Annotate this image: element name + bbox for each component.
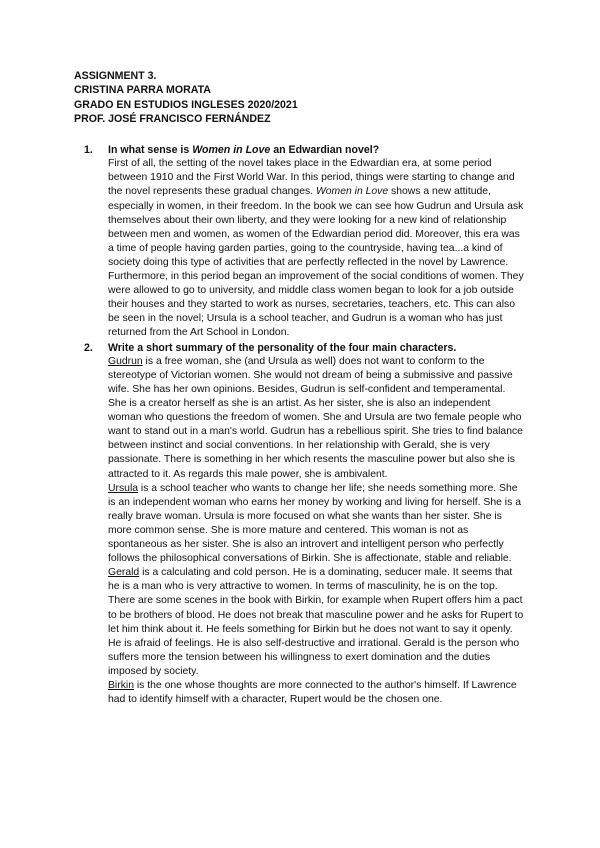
answer-2 [108, 355, 524, 707]
character-birkin [108, 679, 524, 707]
question-title [108, 143, 524, 157]
question-title: Write a short summary of the personality of the four main characters. [108, 341, 457, 354]
answer-text: shows a new attitude, especially in women, in their freedom. In the book we can see how Gudrun and Ursula ask themselves about their own liberty, and they were looking for a new kind of relationship between men and women, as women of the Edwardian period did. Moreover, this era was a time of people having garden parties, going to the countryside, having tea...a kind of society doing this type of activities that are perfectly reflected in the novel by Lawrence. Furthermore, in this period began an improvement of the social conditions of women. They were allowed to go to university, and middle class women began to look for a job outside their houses and they started to work as nurses, secretaries, teachers, etc. This can also be seen in the novel; Ursula is a school teacher, and Gudrun is a woman who has just returned from the Art School in London. [108, 186, 524, 339]
character-gudrun [108, 355, 524, 482]
book-title: Women in Love [315, 186, 389, 198]
student-name: CRISTINA PARRA MORATA [74, 84, 211, 97]
answer-paragraph [108, 157, 524, 340]
assignment-header [74, 69, 298, 126]
character-name: Ursula [108, 482, 139, 494]
professor-line: PROF. JOSÉ FRANCISCO FERNÁNDEZ [74, 112, 271, 125]
questions-list [84, 143, 524, 707]
character-description: is a school teacher who wants to change her life; she needs something more. She is an independent woman who earns her money by working and living for herself. She is a really brave woman. Ursula is more focused on what she wants than her sister. She is more common sense. She is more mature and centered. This woman is not as spontaneous as her sister. She is also an introvert and intelligent person who perfectly follows the philosophical conversations of Birkin. She is affectionate, stable and reliable. [108, 482, 521, 565]
character-gerald [108, 566, 524, 679]
question-title-text: an Edwardian novel? [270, 144, 380, 156]
question-title-text: In what sense is [108, 144, 193, 156]
answer-1 [108, 157, 524, 340]
question-number: 2. [84, 341, 93, 354]
character-description: is a calculating and cold person. He is a dominating, seducer male. It seems that he is a man who is very attractive to women. In terms of masculinity, he is on the top. There are some scenes in the book with Birkin, for example when Rupert offers him a pact to be brothers of blood. He does not break that masculine power and he asks for Rupert to let him think about it. He feels something for Birkin but he does not want to say it openly. He is afraid of feelings. He is also self-destructive and irrational. Gerald is the person who suffers more the tension between his willingness to exert domination and the duties imposed by society. [108, 567, 524, 677]
degree-line: GRADO EN ESTUDIOS INGLESES 2020/2021 [74, 98, 298, 111]
character-name: Gerald [108, 567, 140, 579]
answer-text: First of all, the setting of the novel takes place in the Edwardian era, at some period between 1910 and the First World War. In this period, things were starting to change and the novel represents these gradual changes. [108, 158, 515, 198]
question-number: 1. [84, 144, 93, 156]
book-title: Women in Love [192, 144, 271, 156]
assignment-title: ASSIGNMENT 3. [74, 70, 157, 82]
question-1 [84, 143, 524, 341]
character-description: is the one whose thoughts are more connected to the author's himself. If Lawrence had to identify himself with a character, Rupert would be the chosen one. [108, 679, 517, 706]
character-name: Birkin [108, 679, 134, 691]
character-name: Gudrun [108, 355, 143, 367]
character-description: is a free woman, she (and Ursula as well) does not want to conform to the stereotype of Victorian women. She would not dream of being a submissive and passive wife. She has her own opinions. Besides, Gudrun is self-confident and temperamental. She is a creator herself as she is an artist. As her sister, she is also an independent woman who questions the freedom of women. She and Ursula are two female people who want to stand out in a man's world. Gudrun has a rebellious spirit. She tries to find balance between instinct and social conventions. In her relationship with Gerald, she is very passionate. There is something in her which resents the masculine power but also she is attracted to it. As regards this male power, she is ambivalent. [108, 355, 523, 480]
question-2 [84, 341, 524, 708]
character-ursula [108, 482, 524, 567]
